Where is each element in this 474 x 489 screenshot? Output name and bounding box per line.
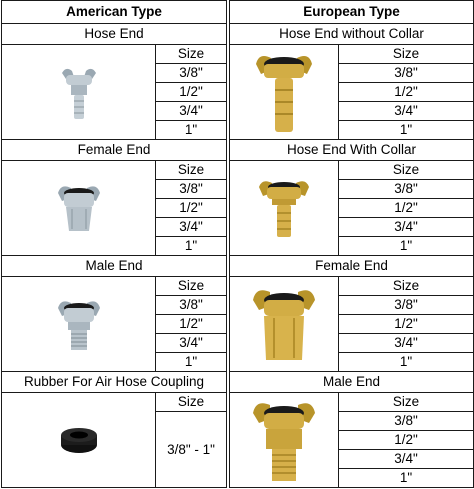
section-title-row <box>2 372 474 393</box>
size-value: 1" <box>156 353 227 372</box>
size-value: 3/8" <box>156 180 227 199</box>
column-divider <box>227 431 230 450</box>
size-value: 3/4" <box>156 102 227 121</box>
size-row <box>2 45 474 64</box>
european-section-title: Female End <box>230 256 474 277</box>
size-value: 1/2" <box>156 83 227 102</box>
european-section-title: Male End <box>230 372 474 393</box>
american-product-image-cell <box>2 45 156 140</box>
american-product-image-cell <box>2 161 156 256</box>
column-divider <box>227 412 230 431</box>
american-section-title: Female End <box>2 140 227 161</box>
size-value: 1/2" <box>339 315 474 334</box>
brass-female-end-coupling-image <box>250 284 318 364</box>
chrome-male-end-coupling-image <box>54 296 104 352</box>
size-value: 1/2" <box>156 199 227 218</box>
column-divider <box>227 180 230 199</box>
size-value: 3/4" <box>339 450 474 469</box>
chrome-female-end-coupling-image <box>54 181 104 235</box>
brass-hose-end-without-collar-image <box>253 50 315 134</box>
size-value: 1/2" <box>156 315 227 334</box>
european-product-image-cell <box>230 161 339 256</box>
american-type-header: American Type <box>2 1 227 24</box>
column-divider <box>227 315 230 334</box>
size-value: 1" <box>339 121 474 140</box>
size-label: Size <box>156 45 227 64</box>
column-divider <box>227 199 230 218</box>
size-value: 3/4" <box>156 218 227 237</box>
size-value: 1" <box>339 469 474 488</box>
size-row <box>2 277 474 296</box>
american-product-image-cell <box>2 277 156 372</box>
size-value: 1" <box>156 121 227 140</box>
size-value: 3/4" <box>339 102 474 121</box>
size-value: 1" <box>339 353 474 372</box>
size-value: 1/2" <box>339 199 474 218</box>
european-section-title: Hose End without Collar <box>230 24 474 45</box>
brass-hose-end-with-collar-image <box>256 177 312 239</box>
size-value: 3/4" <box>339 218 474 237</box>
size-label: Size <box>339 393 474 412</box>
chrome-hose-end-coupling-image <box>56 63 102 121</box>
catalog-table <box>1 0 474 488</box>
european-type-header: European Type <box>230 1 474 24</box>
column-divider <box>227 102 230 121</box>
size-value: 3/8" <box>339 296 474 315</box>
column-divider <box>227 218 230 237</box>
european-section-title: Hose End With Collar <box>230 140 474 161</box>
black-rubber-gasket-image <box>57 425 101 455</box>
brass-male-end-coupling-image <box>250 397 318 483</box>
size-value: 3/8" <box>339 64 474 83</box>
column-divider <box>227 64 230 83</box>
size-value: 3/8" <box>156 296 227 315</box>
size-value: 1/2" <box>339 431 474 450</box>
size-label: Size <box>156 393 227 412</box>
size-label: Size <box>156 161 227 180</box>
american-product-image-cell <box>2 393 156 488</box>
american-section-title: Male End <box>2 256 227 277</box>
column-divider <box>227 450 230 469</box>
section-title-row <box>2 256 474 277</box>
european-product-image-cell <box>230 45 339 140</box>
size-value: 3/4" <box>339 334 474 353</box>
column-divider <box>227 83 230 102</box>
european-product-image-cell <box>230 393 339 488</box>
column-divider <box>227 334 230 353</box>
size-value: 1" <box>339 237 474 256</box>
column-divider <box>227 121 230 140</box>
size-value: 3/8" <box>339 412 474 431</box>
column-divider <box>227 353 230 372</box>
american-section-title: Hose End <box>2 24 227 45</box>
column-divider <box>227 237 230 256</box>
type-header-row <box>2 1 474 24</box>
size-row <box>2 393 474 412</box>
section-title-row <box>2 24 474 45</box>
size-row <box>2 161 474 180</box>
size-label: Size <box>339 277 474 296</box>
size-value: 3/8" <box>339 180 474 199</box>
section-title-row <box>2 140 474 161</box>
size-range-value: 3/8" - 1" <box>156 412 227 488</box>
column-divider <box>227 296 230 315</box>
european-product-image-cell <box>230 277 339 372</box>
american-section-title: Rubber For Air Hose Coupling <box>2 372 227 393</box>
size-label: Size <box>156 277 227 296</box>
size-label: Size <box>339 161 474 180</box>
size-label: Size <box>339 45 474 64</box>
column-divider <box>227 469 230 488</box>
size-value: 3/4" <box>156 334 227 353</box>
size-value: 1" <box>156 237 227 256</box>
size-value: 1/2" <box>339 83 474 102</box>
size-value: 3/8" <box>156 64 227 83</box>
